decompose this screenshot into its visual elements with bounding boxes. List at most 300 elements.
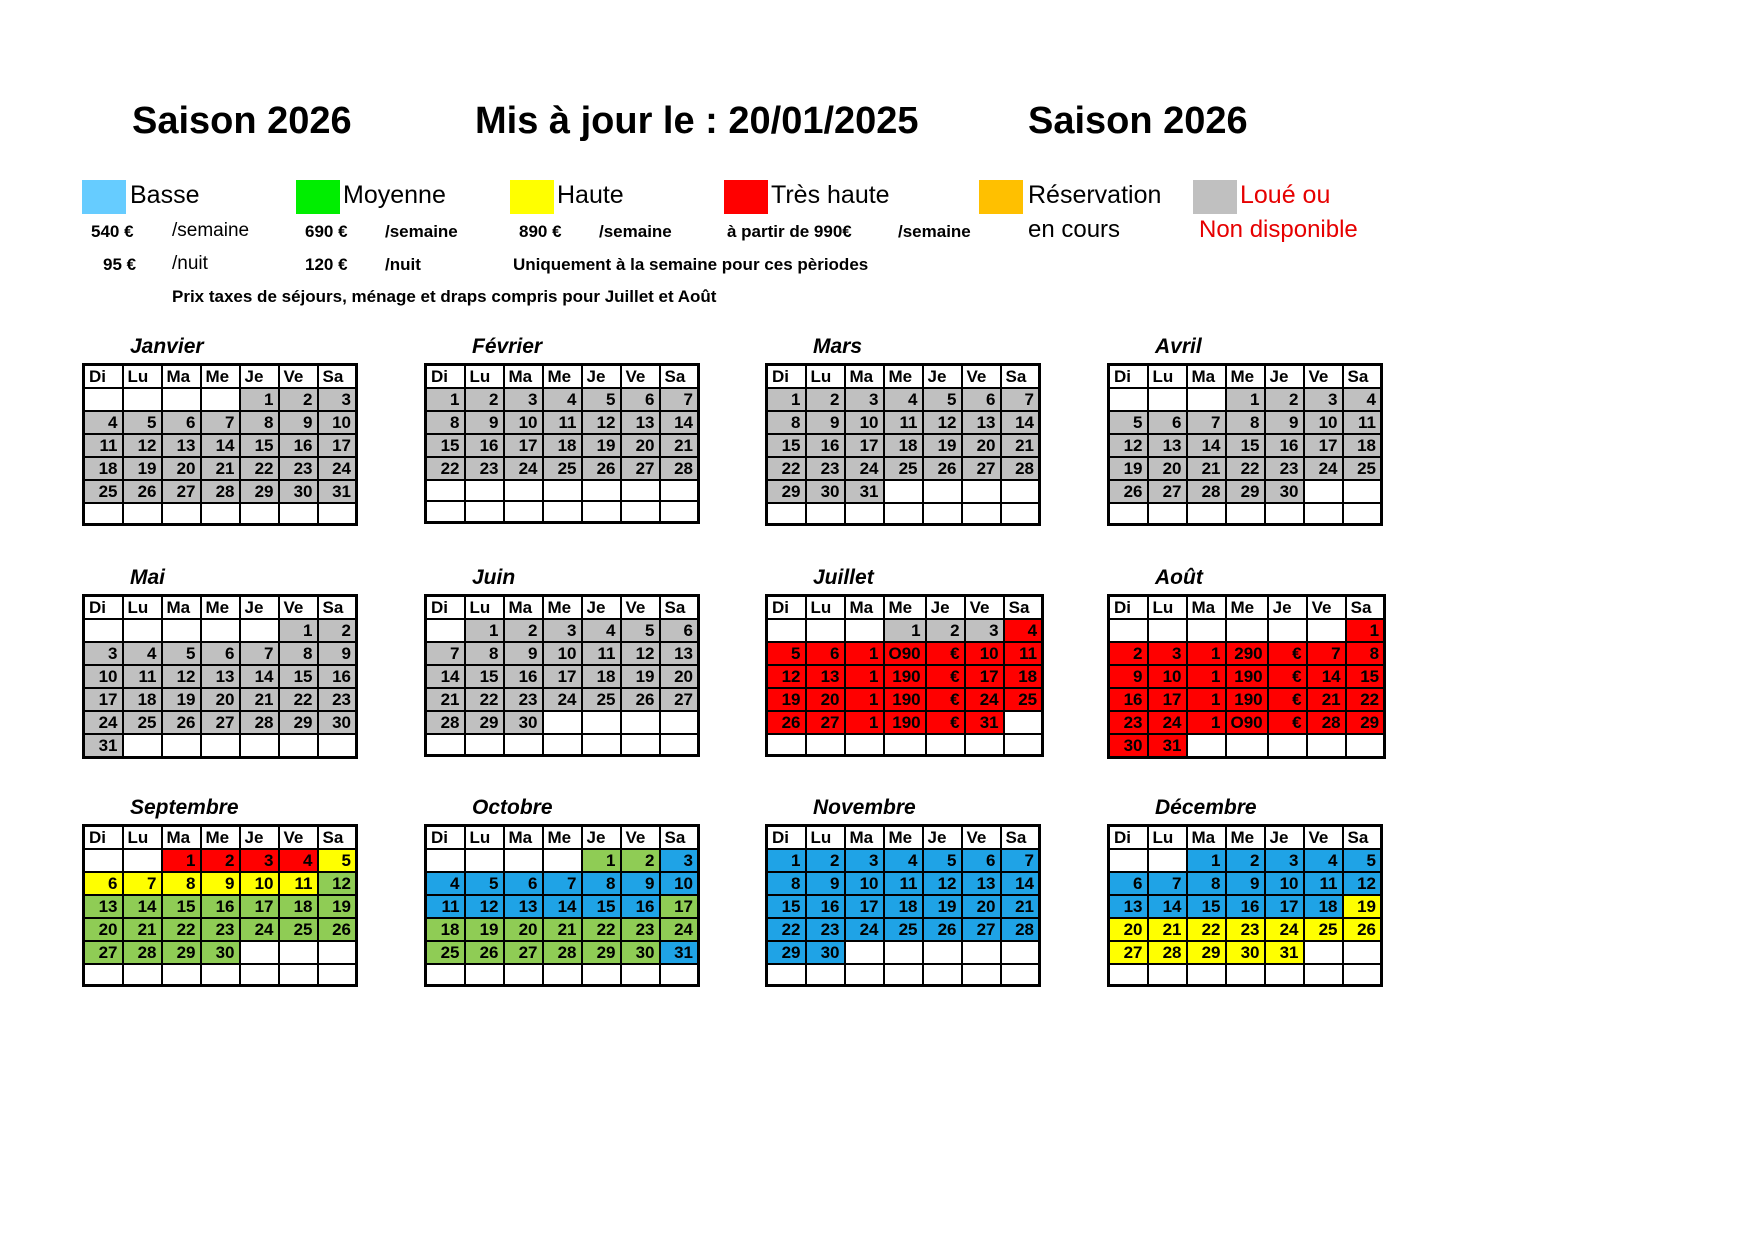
day-cell: 4 <box>123 642 162 665</box>
note-week-only: Uniquement à la semaine pour ces pèriodes <box>513 255 869 274</box>
day-cell: 31 <box>660 941 699 964</box>
day-cell: 13 <box>504 895 543 918</box>
empty-day-cell <box>1304 480 1343 503</box>
month-name: Septembre <box>130 796 239 819</box>
day-cell: 29 <box>279 711 318 734</box>
empty-day-cell <box>201 734 240 758</box>
week-row <box>84 941 357 964</box>
day-cell: 12 <box>923 872 962 895</box>
day-cell: 12 <box>582 411 621 434</box>
day-cell: 24 <box>845 457 884 480</box>
weekday-header: Ma <box>504 596 543 620</box>
day-cell: 27 <box>201 711 240 734</box>
empty-day-cell <box>84 964 123 985</box>
day-cell: 1 <box>240 388 279 411</box>
week-row <box>1109 434 1382 457</box>
week-row <box>1109 918 1382 941</box>
empty-day-cell <box>240 734 279 758</box>
day-cell: 28 <box>1148 941 1187 964</box>
empty-day-cell <box>1001 964 1040 985</box>
price-week-moyenne: 690 € <box>305 222 348 241</box>
weekday-header-row <box>767 365 1040 389</box>
empty-day-cell <box>806 734 845 755</box>
weekday-header: Me <box>201 596 240 620</box>
weekday-header: Lu <box>806 596 845 620</box>
day-cell: 1 <box>1187 688 1226 711</box>
day-cell: 15 <box>767 434 806 457</box>
month-calendar <box>1107 335 1409 526</box>
empty-day-cell <box>767 964 806 985</box>
unit-night-basse: /nuit <box>172 253 208 274</box>
week-row <box>84 849 357 872</box>
empty-day-cell <box>504 501 543 522</box>
month-calendar <box>1107 566 1409 759</box>
empty-day-cell <box>318 964 357 985</box>
day-cell: 15 <box>279 665 318 688</box>
day-cell: € <box>1268 688 1307 711</box>
week-row <box>767 434 1040 457</box>
day-cell: 31 <box>845 480 884 503</box>
weekday-header: Me <box>884 826 923 850</box>
day-cell: 24 <box>504 457 543 480</box>
weekday-header: Di <box>426 365 465 389</box>
weekday-header: Sa <box>1001 365 1040 389</box>
day-cell: 1 <box>426 388 465 411</box>
month-table <box>82 824 358 987</box>
day-cell: 12 <box>465 895 504 918</box>
day-cell: 16 <box>465 434 504 457</box>
day-cell: 1 <box>1187 665 1226 688</box>
day-cell: 9 <box>621 872 660 895</box>
empty-day-cell <box>426 849 465 872</box>
day-cell: 9 <box>279 411 318 434</box>
day-cell: 5 <box>621 619 660 642</box>
day-cell: 2 <box>806 388 845 411</box>
weekday-header: Lu <box>806 826 845 850</box>
weekday-header: Ma <box>162 826 201 850</box>
legend-label-tres-haute: Très haute <box>771 181 890 209</box>
day-cell: 18 <box>582 665 621 688</box>
empty-day-cell <box>426 619 465 642</box>
empty-day-cell <box>806 503 845 524</box>
day-cell: 23 <box>318 688 357 711</box>
empty-day-cell <box>660 711 699 734</box>
day-cell: 26 <box>582 457 621 480</box>
day-cell: 12 <box>767 665 806 688</box>
week-row <box>426 411 699 434</box>
empty-day-cell <box>621 501 660 522</box>
day-cell: 22 <box>279 688 318 711</box>
empty-day-cell <box>1109 619 1148 642</box>
month-name: Avril <box>1155 335 1202 358</box>
empty-day-cell <box>621 964 660 985</box>
weekday-header: Lu <box>465 826 504 850</box>
empty-day-cell <box>123 849 162 872</box>
day-cell: 1 <box>279 619 318 642</box>
day-cell: 1 <box>767 849 806 872</box>
month-name: Août <box>1155 566 1203 589</box>
day-cell: 6 <box>621 388 660 411</box>
day-cell: 21 <box>1307 688 1346 711</box>
day-cell: 2 <box>465 388 504 411</box>
note-taxes: Prix taxes de séjours, ménage et draps compris pour Juillet et Août <box>172 287 717 306</box>
day-cell: 29 <box>162 941 201 964</box>
day-cell: 20 <box>84 918 123 941</box>
day-cell: € <box>926 688 965 711</box>
day-cell: 29 <box>1346 711 1385 734</box>
week-row <box>767 918 1040 941</box>
empty-day-cell <box>621 480 660 501</box>
week-row <box>1109 964 1382 985</box>
week-row <box>84 734 357 758</box>
day-cell: 8 <box>582 872 621 895</box>
empty-day-cell <box>1304 964 1343 985</box>
day-cell: 23 <box>1226 918 1265 941</box>
day-cell: 21 <box>543 918 582 941</box>
empty-day-cell <box>123 964 162 985</box>
week-row <box>84 964 357 985</box>
day-cell: 22 <box>767 457 806 480</box>
day-cell: 16 <box>279 434 318 457</box>
week-row <box>426 501 699 522</box>
empty-day-cell <box>1004 711 1043 734</box>
day-cell: 1 <box>845 665 884 688</box>
day-cell: 28 <box>426 711 465 734</box>
week-row <box>426 457 699 480</box>
empty-day-cell <box>1226 734 1268 758</box>
week-row <box>426 711 699 734</box>
weekday-header: Ma <box>845 596 884 620</box>
weekday-header: Me <box>543 826 582 850</box>
day-cell: 15 <box>582 895 621 918</box>
weekday-header: Di <box>1109 596 1148 620</box>
empty-day-cell <box>162 734 201 758</box>
weekday-header: Ve <box>962 826 1001 850</box>
week-row <box>84 457 357 480</box>
day-cell: 13 <box>962 872 1001 895</box>
weekday-header: Me <box>1226 365 1265 389</box>
day-cell: 23 <box>1265 457 1304 480</box>
week-row <box>84 711 357 734</box>
day-cell: 30 <box>806 480 845 503</box>
week-row <box>84 872 357 895</box>
day-cell: 15 <box>1187 895 1226 918</box>
day-cell: 19 <box>123 457 162 480</box>
empty-day-cell <box>240 941 279 964</box>
weekday-header: Je <box>923 365 962 389</box>
day-cell: 1 <box>845 688 884 711</box>
empty-day-cell <box>1226 503 1265 524</box>
week-row <box>84 411 357 434</box>
day-cell: 9 <box>1265 411 1304 434</box>
day-cell: 18 <box>84 457 123 480</box>
day-cell: 30 <box>1226 941 1265 964</box>
empty-day-cell <box>465 964 504 985</box>
week-row <box>426 665 699 688</box>
day-cell: 5 <box>162 642 201 665</box>
day-cell: 14 <box>1307 665 1346 688</box>
day-cell: 7 <box>1001 388 1040 411</box>
day-cell: 23 <box>201 918 240 941</box>
day-cell: 28 <box>1001 457 1040 480</box>
day-cell: 18 <box>426 918 465 941</box>
day-cell: 16 <box>1226 895 1265 918</box>
weekday-header: Di <box>767 826 806 850</box>
weekday-header: Je <box>240 596 279 620</box>
month-table <box>765 824 1041 987</box>
day-cell: 2 <box>806 849 845 872</box>
day-cell: 26 <box>162 711 201 734</box>
empty-day-cell <box>1148 849 1187 872</box>
day-cell: 29 <box>240 480 279 503</box>
day-cell: 13 <box>1148 434 1187 457</box>
weekday-header-row <box>426 365 699 389</box>
day-cell: 7 <box>543 872 582 895</box>
empty-day-cell <box>1004 734 1043 755</box>
weekday-header: Ve <box>621 596 660 620</box>
weekday-header: Di <box>1109 826 1148 850</box>
empty-day-cell <box>660 964 699 985</box>
weekday-header: Me <box>543 365 582 389</box>
month-table <box>765 594 1044 757</box>
day-cell: 3 <box>1265 849 1304 872</box>
week-row <box>1109 895 1382 918</box>
day-cell: 24 <box>84 711 123 734</box>
day-cell: 21 <box>1001 434 1040 457</box>
empty-day-cell <box>201 619 240 642</box>
day-cell: 8 <box>767 411 806 434</box>
weekday-header: Sa <box>660 826 699 850</box>
weekday-header: Je <box>1265 365 1304 389</box>
day-cell: 19 <box>318 895 357 918</box>
empty-day-cell <box>1304 503 1343 524</box>
month-table <box>424 363 700 524</box>
week-row <box>1109 941 1382 964</box>
day-cell: 11 <box>543 411 582 434</box>
day-cell: 11 <box>1343 411 1382 434</box>
week-row <box>426 434 699 457</box>
day-cell: 27 <box>806 711 845 734</box>
day-cell: 7 <box>1187 411 1226 434</box>
weekday-header: Sa <box>318 596 357 620</box>
week-row <box>767 411 1040 434</box>
empty-day-cell <box>582 964 621 985</box>
day-cell: 22 <box>767 918 806 941</box>
weekday-header: Me <box>884 596 926 620</box>
month-calendar <box>82 566 384 759</box>
weekday-header: Lu <box>465 596 504 620</box>
day-cell: 16 <box>201 895 240 918</box>
weekday-header-row <box>426 596 699 620</box>
weekday-header: Ve <box>279 596 318 620</box>
month-table <box>424 824 700 987</box>
day-cell: 3 <box>845 388 884 411</box>
day-cell: 18 <box>884 434 923 457</box>
empty-day-cell <box>201 964 240 985</box>
month-name: Mars <box>813 335 863 358</box>
day-cell: 17 <box>84 688 123 711</box>
day-cell: 20 <box>504 918 543 941</box>
day-cell: 8 <box>240 411 279 434</box>
day-cell: 4 <box>543 388 582 411</box>
week-row <box>767 688 1043 711</box>
day-cell: 30 <box>279 480 318 503</box>
day-cell: 22 <box>1346 688 1385 711</box>
empty-day-cell <box>767 619 806 642</box>
day-cell: 13 <box>162 434 201 457</box>
day-cell: 25 <box>426 941 465 964</box>
empty-day-cell <box>318 734 357 758</box>
empty-day-cell <box>923 941 962 964</box>
day-cell: 10 <box>845 872 884 895</box>
empty-day-cell <box>465 849 504 872</box>
empty-day-cell <box>543 849 582 872</box>
day-cell: 6 <box>806 642 845 665</box>
day-cell: 25 <box>1004 688 1043 711</box>
day-cell: 18 <box>1004 665 1043 688</box>
legend-label-basse: Basse <box>130 181 200 209</box>
weekday-header: Sa <box>1343 826 1382 850</box>
month-table <box>1107 363 1383 526</box>
day-cell: 11 <box>426 895 465 918</box>
empty-day-cell <box>767 734 806 755</box>
day-cell: 26 <box>318 918 357 941</box>
week-row <box>1109 711 1385 734</box>
day-cell: 3 <box>965 619 1004 642</box>
empty-day-cell <box>1343 941 1382 964</box>
day-cell: 11 <box>582 642 621 665</box>
day-cell: 5 <box>123 411 162 434</box>
day-cell: 24 <box>1265 918 1304 941</box>
weekday-header: Ve <box>621 826 660 850</box>
empty-day-cell <box>123 388 162 411</box>
day-cell: 20 <box>660 665 699 688</box>
day-cell: 2 <box>621 849 660 872</box>
weekday-header: Je <box>1265 826 1304 850</box>
day-cell: 22 <box>465 688 504 711</box>
weekday-header: Lu <box>1148 365 1187 389</box>
month-calendar <box>424 335 726 524</box>
day-cell: 9 <box>1226 872 1265 895</box>
day-cell: 22 <box>240 457 279 480</box>
week-row <box>767 665 1043 688</box>
legend-label-loue-line2: Non disponible <box>1199 216 1358 243</box>
day-cell: 1 <box>162 849 201 872</box>
weekday-header: Ve <box>1304 826 1343 850</box>
day-cell: 23 <box>621 918 660 941</box>
empty-day-cell <box>962 503 1001 524</box>
day-cell: 26 <box>465 941 504 964</box>
day-cell: 3 <box>318 388 357 411</box>
empty-day-cell <box>465 734 504 755</box>
month-table <box>424 594 700 757</box>
day-cell: 9 <box>201 872 240 895</box>
day-cell: 14 <box>1001 411 1040 434</box>
day-cell: 25 <box>884 457 923 480</box>
week-row <box>426 872 699 895</box>
day-cell: 23 <box>504 688 543 711</box>
day-cell: 22 <box>162 918 201 941</box>
day-cell: 2 <box>1226 849 1265 872</box>
day-cell: 12 <box>621 642 660 665</box>
week-row <box>426 734 699 755</box>
week-row <box>84 918 357 941</box>
day-cell: 16 <box>621 895 660 918</box>
day-cell: 12 <box>1343 872 1382 895</box>
month-calendar <box>765 335 1067 526</box>
day-cell: 11 <box>123 665 162 688</box>
weekday-header-row <box>1109 596 1385 620</box>
day-cell: 27 <box>1109 941 1148 964</box>
week-row <box>767 872 1040 895</box>
empty-day-cell <box>1307 734 1346 758</box>
weekday-header: Je <box>923 826 962 850</box>
empty-day-cell <box>543 711 582 734</box>
day-cell: 12 <box>318 872 357 895</box>
week-row <box>426 388 699 411</box>
day-cell: 7 <box>201 411 240 434</box>
month-name: Mai <box>130 566 166 589</box>
day-cell: 11 <box>884 872 923 895</box>
empty-day-cell <box>543 480 582 501</box>
empty-day-cell <box>1304 941 1343 964</box>
weekday-header: Ma <box>845 826 884 850</box>
season-title-right: Saison 2026 <box>1028 100 1248 142</box>
empty-day-cell <box>1307 619 1346 642</box>
day-cell: 29 <box>1226 480 1265 503</box>
day-cell: 8 <box>1226 411 1265 434</box>
day-cell: 31 <box>965 711 1004 734</box>
empty-day-cell <box>926 734 965 755</box>
day-cell: 3 <box>240 849 279 872</box>
day-cell: 17 <box>965 665 1004 688</box>
day-cell: 15 <box>767 895 806 918</box>
empty-day-cell <box>426 734 465 755</box>
day-cell: 27 <box>84 941 123 964</box>
day-cell: 30 <box>1265 480 1304 503</box>
day-cell: 14 <box>1187 434 1226 457</box>
day-cell: 1 <box>845 642 884 665</box>
day-cell: 26 <box>767 711 806 734</box>
day-cell: 11 <box>84 434 123 457</box>
day-cell: 25 <box>84 480 123 503</box>
empty-day-cell <box>201 503 240 524</box>
weekday-header: Me <box>1226 596 1268 620</box>
weekday-header: Di <box>767 596 806 620</box>
empty-day-cell <box>1226 964 1265 985</box>
day-cell: 4 <box>884 388 923 411</box>
day-cell: 5 <box>767 642 806 665</box>
day-cell: 22 <box>582 918 621 941</box>
week-row <box>1109 642 1385 665</box>
week-row <box>84 665 357 688</box>
day-cell: 23 <box>279 457 318 480</box>
day-cell: 8 <box>767 872 806 895</box>
day-cell: 17 <box>1304 434 1343 457</box>
week-row <box>84 642 357 665</box>
empty-day-cell <box>1187 964 1226 985</box>
week-row <box>84 388 357 411</box>
day-cell: 17 <box>1148 688 1187 711</box>
empty-day-cell <box>660 480 699 501</box>
day-cell: 1 <box>1187 642 1226 665</box>
day-cell: 26 <box>923 457 962 480</box>
weekday-header: Me <box>201 826 240 850</box>
month-table <box>765 363 1041 526</box>
day-cell: 30 <box>201 941 240 964</box>
day-cell: 25 <box>1343 457 1382 480</box>
weekday-header: Ma <box>162 365 201 389</box>
